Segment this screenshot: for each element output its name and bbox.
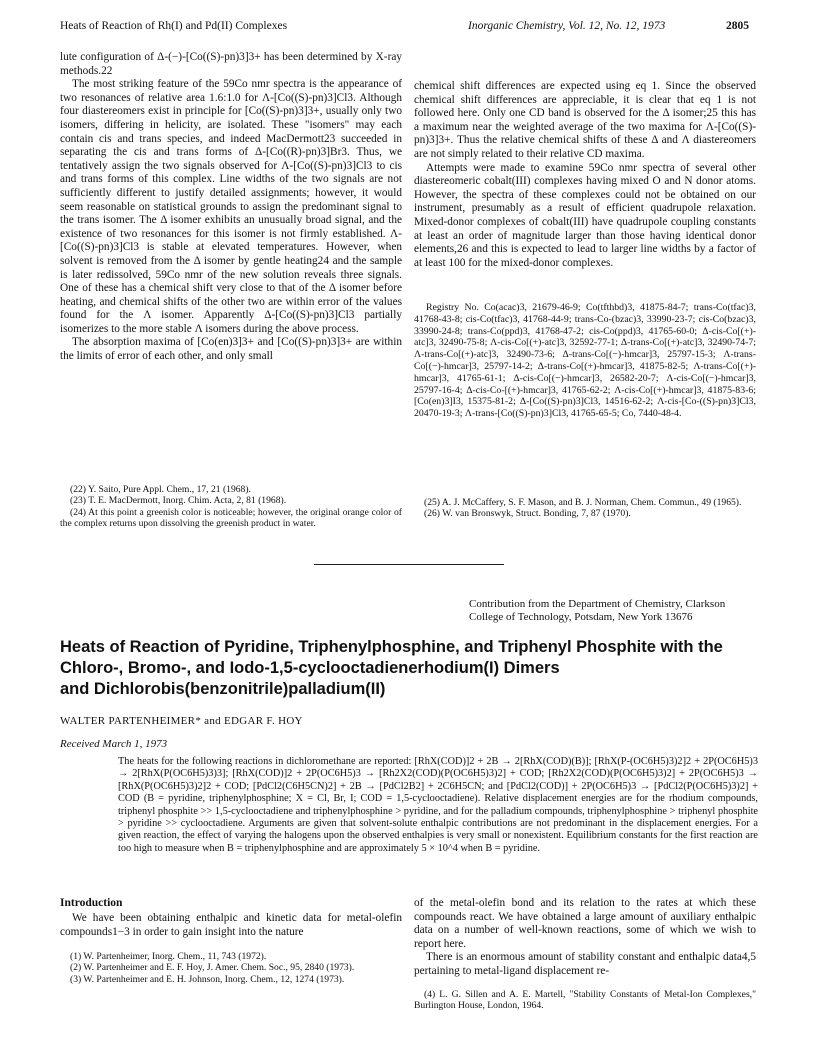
contribution-note xyxy=(469,598,725,624)
paragraph: of the metal-olefin bond and its relation to the rates at which these compounds react. We have obtained a large amount of auxiliary enthalpic data on a number of well-known reactions, some of which we wish to report here. xyxy=(414,897,756,950)
footnote-26: (26) W. van Bronswyk, Struct. Bonding, 7, 87 (1970). xyxy=(424,508,631,520)
right-footnotes xyxy=(414,497,756,520)
article-title-line: and Dichlorobis(benzonitrile)palladium(II) xyxy=(60,680,386,698)
left-footnotes xyxy=(60,484,402,530)
running-header-left: Heats of Reaction of Rh(I) and Pd(II) Complexes xyxy=(60,20,288,32)
page-number: 2805 xyxy=(726,20,749,32)
footnote-22: (22) Y. Saito, Pure Appl. Chem., 17, 21 (1968). xyxy=(70,484,251,495)
paragraph: Attempts were made to examine 59Co nmr spectra of several other diastereomeric cobalt(III) complexes having mixed O and N donor atoms. However, the spectra of these complexes could not be obtained on our instrument, presumably as a result of efficient quadrupole relaxation. Mixed-donor complexes of cobalt(III) have quadrupole coupling constants at least an order of magnitude larger than those having identical donor elements,26 and this is expected to lead to larger line widths by a factor of at least 100 for the mixed-donor complexes. xyxy=(414,161,756,269)
intro-left-footnotes xyxy=(60,951,402,985)
introduction-left-text: We have been obtaining enthalpic and kinetic data for metal-olefin compounds1−3 in order to gain insight into the nature xyxy=(60,912,402,938)
introduction-heading: Introduction xyxy=(60,897,123,909)
paragraph: There is an enormous amount of stability constant and enthalpic data4,5 pertaining to metal-ligand displacement re- xyxy=(414,951,756,977)
authors: WALTER PARTENHEIMER* and EDGAR F. HOY xyxy=(60,715,303,727)
article-title xyxy=(60,637,760,700)
footnote-4: (4) L. G. Sillen and A. E. Martell, "Stability Constants of Metal-Ion Complexes," Burlington House, London, 1964. xyxy=(414,989,756,1012)
paragraph: The absorption maxima of [Co(en)3]3+ and [Co((S)-pn)3]3+ are within the limits of error of each other, and only small xyxy=(60,336,402,363)
footnote-1: (1) W. Partenheimer, Inorg. Chem., 11, 743 (1972). xyxy=(70,951,267,962)
contribution-line: Contribution from the Department of Chemistry, Clarkson xyxy=(469,598,726,610)
contribution-line: College of Technology, Potsdam, New York 13676 xyxy=(469,611,693,623)
section-divider xyxy=(314,564,504,565)
footnote-24: (24) At this point a greenish color is noticeable; however, the original orange color of the complex returns upon dissolving the greenish product in water. xyxy=(60,506,402,530)
paragraph: chemical shift differences are expected using eq 1. Since the observed chemical shift differences are appreciable, it is clear that eq 1 is not followed here. Only one CD band is observed for the Δ isomer;25 this has a maximum near the weighted average of the two maxima for Λ-[Co((S)-pn)3]3+. Thus the relative chemical shifts of these Δ and Λ diastereomers are not simply related to their relative CD maxima. xyxy=(414,80,756,160)
abstract: The heats for the following reactions in dichloromethane are reported: [RhX(COD)]2 + 2B → 2[RhX(COD)(B)]; [RhX(P-(OC6H5)3)2]2 + 2P(OC6H5)3 → 2[RhX(P(OC6H5)3)3]; [RhX(COD)]2 + 2P(OC6H5)3 → [Rh2X2(COD)(P(OC6H5)3)2] + COD; [Rh2X2(COD)(P(OC6H5)3)2] + 2P(OC6H5)3 → [RhX(P(OC6H5)3)2]2 + COD; [PdCl2(C6H5CN)2] + 2B → [PdCl2B2] + 2C6H5CN; and [PdCl2(COD)] + 2P(OC6H5)3 → [PdCl2(P(OC6H5)3)2] + COD (B = pyridine, triphenylphosphine; X = Cl, Br, I; COD = 1,5-cyclooctadiene). Relative displacement energies are for the rhodium compounds, triphenyl phosphite >> 1,5-cyclooctadiene and triphenylphosphine > pyridine, and for the palladium compounds, triphenylphosphine > triphenyl phosphite > pyridine >> cyclooctadiene. Arguments are given that solvent-solute enthalpic contributions are not predominant in the displacement energies. For a given reaction, the effect of varying the halogens upon the observed enthalpies is very small or nonexistent. Equilibrium constants for the first reaction are too high to measure when B = triphenylphosphine and are approximately 5 × 10^4 when B = pyridine. xyxy=(118,756,758,854)
footnote-25: (25) A. J. McCaffery, S. F. Mason, and B. J. Norman, Chem. Commun., 49 (1965). xyxy=(424,497,742,508)
running-header-journal: Inorganic Chemistry, Vol. 12, No. 12, 1973 xyxy=(468,20,666,32)
registry-numbers: Registry No. Co(acac)3, 21679-46-9; Co(tfthbd)3, 41875-84-7; trans-Co(tfac)3, 41768-43-8; cis-Co(tfac)3, 41768-44-9; trans-Co-(bzac)3, 33990-23-7; cis-Co(bzac)3, 33990-24-8; trans-Co(ppd)3, 41768-47-2; cis-Co(ppd)3, 41765-60-0; Δ-cis-Co[(+)-atc]3, 32490-75-8; Λ-cis-Co[(+)-atc]3, 32592-77-1; Δ-trans-Co[(+)-atc]3, 32490-74-7; Λ-trans-Co[(+)-atc]3, 32490-73-6; Δ-trans-Co[(−)-hmcar]3, 25797-15-3; Λ-trans-Co[(−)-hmcar]3, 25797-14-2; Δ-trans-Co[(+)-hmcar]3, 41875-82-5; Λ-trans-Co[(+)-hmcar]3, 41765-61-1; Δ-cis-Co[(−)-hmcar]3, 26582-20-7; Λ-cis-Co[(−)-hmcar]3, 25797-16-4; Δ-cis-Co-[(+)-hmcar]3, 41765-62-2; Λ-cis-Co[(+)-hmcar]3, 41875-83-6; [Co(en)3]I3, 15375-81-2; Δ-[Co((S)-pn)3]Cl3, 14516-62-2; Λ-cis-[Co-((S)-pn)3]Cl3, 20470-19-3; Λ-trans-[Co((S)-pn)3]Cl3, 41765-65-5; Co, 7440-48-4. xyxy=(414,302,756,420)
footnote-2: (2) W. Partenheimer and E. F. Hoy, J. Amer. Chem. Soc., 95, 2840 (1973). xyxy=(70,962,355,974)
footnote-3: (3) W. Partenheimer and E. H. Johnson, Inorg. Chem., 12, 1274 (1973). xyxy=(70,973,345,985)
paragraph: lute configuration of Δ-(−)-[Co((S)-pn)3]3+ has been determined by X-ray methods.22 xyxy=(60,51,402,77)
received-date: Received March 1, 1973 xyxy=(60,738,168,750)
article-title-line: Heats of Reaction of Pyridine, Triphenylphosphine, and Triphenyl Phosphite with the xyxy=(60,638,723,656)
right-column-text xyxy=(414,80,756,270)
article-title-line: Chloro-, Bromo-, and Iodo-1,5-cyclooctadienerhodium(I) Dimers xyxy=(60,659,560,677)
left-column-text xyxy=(60,51,402,364)
paragraph: The most striking feature of the 59Co nmr spectra is the appearance of two resonances of relative area 1.6:1.0 for Λ-[Co((S)-pn)3]Cl3. Although four diastereomers exist in principle for [Co((S)-pn)3]3+, usually only two isomers, differing in helicity, are isolated. These "isomers" may each contain cis and trans species, and indeed MacDermott23 succeeded in separating the cis and trans forms of Δ-[Co((R)-pn)3]Br3. Thus, we tentatively assign the two signals observed for Λ-[Co((S)-pn)3]Cl3 to cis and trans forms of this complex. Line widths of the two signals are not sufficiently different to justify detailed assignments; however, it would seem reasonable on statistical grounds to assign the predominant signal to the trans isomer. The Δ isomer exhibits an unusually broad signal, and the existence of two resonances for this isomer is not firmly established. Λ-[Co((S)-pn)3]Cl3 is stable at elevated temperatures. However, when solvent is removed from the Δ isomer by gentle heating24 and the sample is later redissolved, 59Co nmr of the new solution reveals three signals. One of these has a chemical shift very close to that of the Δ isomer before heating, and chemical shifts of the other two are within error of the values found for the Λ isomer. Apparently Δ-[Co((S)-pn)3]Cl3 partially isomerizes to the more stable Λ isomers during the above process. xyxy=(60,78,402,335)
footnote-23: (23) T. E. MacDermott, Inorg. Chim. Acta, 2, 81 (1968). xyxy=(70,495,287,507)
introduction-right-text xyxy=(414,897,756,979)
